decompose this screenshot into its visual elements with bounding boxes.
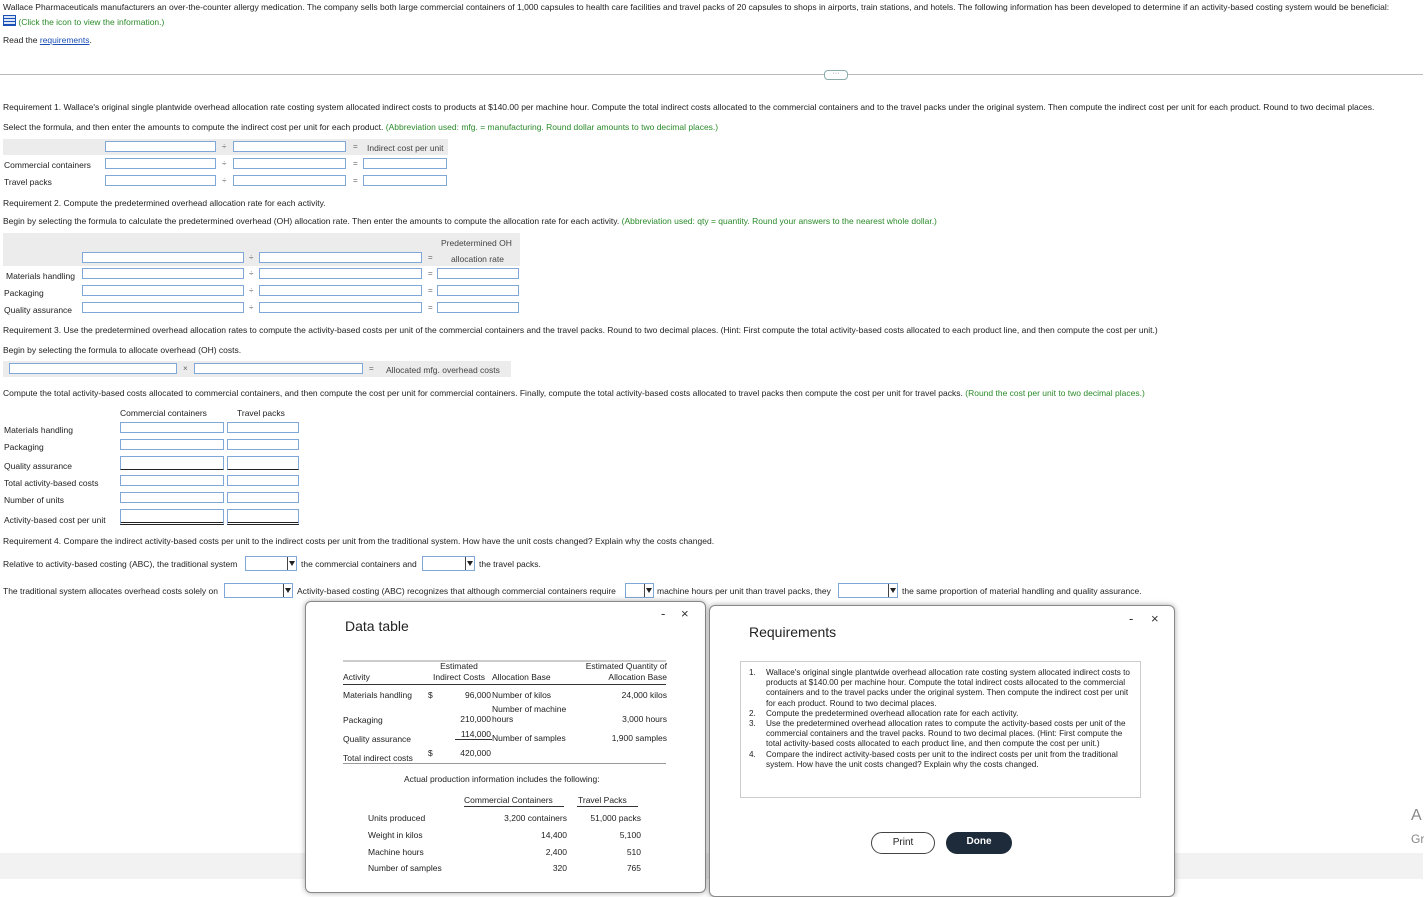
req1-result-header: Indirect cost per unit [367,143,444,153]
req4-select-1[interactable] [245,556,297,571]
req3-col-header: Commercial containers [120,408,207,418]
table-rule [343,763,666,764]
cell-base: Number of samples [492,733,566,743]
divide-op: ÷ [222,159,227,168]
req4-select-4[interactable] [625,583,654,598]
close-button[interactable]: × [681,606,689,621]
equals-op: = [428,286,433,295]
expand-handle[interactable]: ··· [824,70,848,80]
req2-mh-field-2[interactable] [259,268,422,279]
chevron-down-icon[interactable] [888,584,897,597]
cell-travel: 51,000 packs [590,813,641,823]
req2-mh-field-1[interactable] [82,268,244,279]
divide-op: ÷ [249,286,254,295]
divide-op: ÷ [222,176,227,185]
req3-formula-field-2[interactable] [194,363,363,374]
req2-row-label: Materials handling [6,271,75,281]
read-prefix: Read the [3,35,40,45]
req3-cc-cost-per-unit[interactable] [120,509,224,525]
req3-tp-total[interactable] [227,475,299,486]
req3-col-header: Travel packs [237,408,285,418]
click-info-text[interactable]: (Click the icon to view the information.) [18,17,165,27]
requirements-window [709,605,1175,897]
req1-formula-field-1[interactable] [105,141,216,152]
divider [0,74,1423,75]
req3-cc-mh[interactable] [120,422,224,433]
data-table-window [305,601,706,893]
req3-tp-units[interactable] [227,492,299,503]
equals-op: = [369,364,374,373]
divide-op: ÷ [222,142,227,151]
list-item: 1. Wallace's original single plantwide overhead allocation rate costing system allocated indirect costs to products at $140.00 per machine hour. Compute the total indirect costs allocated to the commercial containers and to the travel packs under the original system. Then compute the indirect cost per unit for each product. Round to two decimal places. [749,668,1134,709]
req1-cc-field-1[interactable] [105,158,216,169]
req2-instr: Begin by selecting the formula to calculate the predetermined overhead (OH) allocation rate. Then enter the amounts to compute the allocation rate for each activity. [3,216,620,226]
req3-row-label: Quality assurance [4,461,73,471]
total-dollar: $ [428,748,433,758]
req2-title: Requirement 2. Compute the predetermined overhead allocation rate for each activity. [3,198,326,208]
req2-qa-field-1[interactable] [82,302,244,313]
req3-cc-qa[interactable] [120,456,224,470]
th-commercial: Commercial Containers [464,795,553,805]
cell-activity: Packaging [343,715,383,725]
read-suffix: . [89,35,92,45]
edge-text: A [1411,807,1422,824]
req3-formula-field-1[interactable] [9,363,177,374]
chevron-down-icon[interactable] [644,584,653,597]
req3-cc-pk[interactable] [120,439,224,450]
chevron-down-icon[interactable] [283,584,292,597]
req3-row-label: Activity-based cost per unit [4,515,106,525]
cell-commercial: 3,200 containers [504,813,567,823]
requirement-item: Compute the predetermined overhead allocation rate for each activity. [766,708,1019,718]
req1-tp-field-1[interactable] [105,175,216,186]
total-label: Total indirect costs [343,753,413,763]
req1-cc-field-2[interactable] [233,158,346,169]
req1-instruction [3,122,718,132]
req4-text: machine hours per unit than travel packs, they [657,586,831,596]
chevron-down-icon[interactable] [465,557,474,570]
req1-tp-field-2[interactable] [233,175,346,186]
read-requirements [3,35,92,45]
req1-cc-result[interactable] [363,158,447,169]
cell-commercial: 2,400 [545,847,567,857]
req1-tp-result[interactable] [363,175,447,186]
req3-tp-cost-per-unit[interactable] [227,509,299,525]
req3-row-label: Number of units [4,495,64,505]
req3-compute-hint: (Round the cost per unit to two decimal places.) [965,388,1145,398]
req3-cc-total[interactable] [120,475,224,486]
req2-row-label: Quality assurance [4,305,73,315]
req3-tp-qa[interactable] [227,456,299,470]
req1-formula-field-2[interactable] [233,141,346,152]
requirements-title: Requirements [749,624,837,640]
total-value: 420,000 [460,748,491,758]
cell-travel: 765 [626,863,641,873]
req4-select-5[interactable] [838,583,898,598]
req2-result-header-1: Predetermined OH [441,238,512,248]
req3-instruction: Begin by selecting the formula to allocate overhead (OH) costs. [3,345,242,355]
divide-op: ÷ [249,269,254,278]
equals-op: = [353,176,358,185]
cell-dollar: $ [428,690,433,700]
requirements-link[interactable]: requirements [39,35,90,45]
equals-op: = [353,142,358,151]
row-label: Number of samples [368,863,442,873]
th-activity: Activity [343,672,370,682]
intro-text: Wallace Pharmaceuticals manufacturers an over-the-counter allergy medication. The company sells both large commercial containers of 1,000 capsules to health care facilities and travel packs of 20 capsules to shops in airports, train stations, and hotels. The following information has been developed to determine if an activity-based costing system would be beneficial: [3,2,1390,12]
cell-base: Number of machine hours [492,704,567,724]
th-base: Allocation Base [492,672,551,682]
req4-text: Activity-based costing (ABC) recognizes that although commercial containers require [297,586,616,596]
req3-formula-result: Allocated mfg. overhead costs [386,365,500,375]
edge-text: Gr [1411,832,1424,846]
table-row [343,690,412,700]
data-table-title: Data table [345,618,409,634]
req3-row-label: Materials handling [4,425,73,435]
req1-instr: Select the formula, and then enter the amounts to compute the indirect cost per unit for each product. [3,122,384,132]
req2-mh-result[interactable] [437,268,519,279]
header-rule [577,806,638,807]
req2-instruction [3,216,937,226]
requirements-list [740,661,1141,798]
req3-tp-mh[interactable] [227,422,299,433]
req3-row-label: Total activity-based costs [4,478,99,488]
req1-row-label: Commercial containers [4,160,91,170]
req3-compute: Compute the total activity-based costs allocated to commercial containers, and then compute the cost per unit for commercial containers. Finally, compute the total activity-based costs allocated to travel packs then compute the cost per unit for travel packs. [3,388,963,398]
requirement-item: Wallace's original single plantwide overhead allocation rate costing system allocated indirect costs to products at $140.00 per machine hour. Compute the total indirect costs allocated to the commercial containers and to the travel packs under the original system. Then compute the indirect cost per unit for each product. Round to two decimal places. [766,668,1130,708]
list-item: 4. Compare the indirect activity-based costs per unit to the indirect costs per unit from the traditional system. How have the unit costs changed? Explain why the costs changed. [749,750,1134,770]
equals-op: = [428,303,433,312]
req1-text: Requirement 1. Wallace's original single plantwide overhead allocation rate costing system allocated indirect costs to products at $140.00 per machine hour. Compute the total indirect costs allocated to the commercial containers and to the travel packs under the original system. Then compute the indirect cost per unit for each product. Round to two decimal places. [3,102,1375,112]
divide-op: ÷ [249,253,254,262]
chevron-down-icon[interactable] [287,557,296,570]
req1-row-label: Travel packs [4,177,52,187]
cell-qty: 3,000 hours [622,714,667,724]
cell-cost: 96,000 [465,690,491,700]
minimize-button[interactable]: - [1129,611,1134,626]
requirement-item: Compare the indirect activity-based costs per unit to the indirect costs per unit from the traditional system. How have the unit costs changed? Explain why the costs changed. [766,749,1118,769]
cell-commercial: 14,400 [541,830,567,840]
cell-activity: Materials handling [343,690,412,700]
req3-row-label: Packaging [4,442,44,452]
cell-cost: 210,000 [460,714,491,724]
cell-cost: 114,000 [460,729,491,739]
print-button[interactable]: Print [871,832,935,854]
equals-op: = [428,253,433,262]
minimize-button[interactable]: - [661,606,666,621]
req2-row-label: Packaging [4,288,44,298]
row-label: Machine hours [368,847,424,857]
req4-text: the same proportion of material handling and quality assurance. [902,586,1142,596]
multiply-op: × [183,364,188,373]
list-item: 3. Use the predetermined overhead allocation rates to compute the activity-based costs per unit of the commercial containers and the travel packs. Round to two decimal places. (Hint: First compute the total activity-based costs allocated to each product line, and then compute the cost per unit.) [749,719,1134,750]
th-travel: Travel Packs [578,795,627,805]
cell-activity: Quality assurance [343,734,412,744]
cell-travel: 510 [626,847,641,857]
cell-commercial: 320 [552,863,567,873]
req1-hint: (Abbreviation used: mfg. = manufacturing. Round dollar amounts to two decimal places.) [385,122,719,132]
cell-base: Number of kilos [492,690,552,700]
divide-op: ÷ [249,303,254,312]
subtotal-rule [455,739,492,740]
req2-formula-field-2[interactable] [259,252,422,263]
done-button[interactable]: Done [946,832,1012,854]
equals-op: = [428,269,433,278]
req3-cc-units[interactable] [120,492,224,503]
req3-tp-pk[interactable] [227,439,299,450]
th-qty: Estimated Quantity of Allocation Base [585,661,667,682]
header-rule [464,806,564,807]
th-cost: Estimated Indirect Costs [433,661,485,682]
req4-text: the travel packs. [479,559,541,569]
req2-pk-result[interactable] [437,285,519,296]
table-icon[interactable] [3,15,16,26]
req4-text: Relative to activity-based costing (ABC), the traditional system [3,559,238,569]
header-rule [343,684,666,685]
info-link-row[interactable] [3,15,164,27]
req2-pk-field-2[interactable] [259,285,422,296]
req3-compute-instruction [3,388,1145,398]
equals-op: = [353,159,358,168]
req4-title: Requirement 4. Compare the indirect activity-based costs per unit to the indirect costs per unit from the traditional system. How have the unit costs changed? Explain why the costs changed. [3,536,715,546]
cell-qty: 1,900 samples [611,733,667,743]
cell-qty: 24,000 kilos [621,690,667,700]
actual-intro: Actual production information includes the following: [404,774,600,784]
req4-text: The traditional system allocates overhead costs solely on [3,586,218,596]
req4-select-3[interactable] [224,583,293,598]
req2-qa-result[interactable] [437,302,519,313]
req2-result-header-2: allocation rate [451,254,504,264]
req4-select-2[interactable] [422,556,475,571]
cell-travel: 5,100 [619,830,641,840]
req2-qa-field-2[interactable] [259,302,422,313]
list-item: 2. Compute the predetermined overhead allocation rate for each activity. [749,708,1019,718]
req3-text: Requirement 3. Use the predetermined overhead allocation rates to compute the activity-based costs per unit of the commercial containers and the travel packs. Round to two decimal places. (Hint: First compute the total activity-based costs allocated to each product line, and then compute the cost per unit.) [3,325,1158,335]
row-label: Units produced [368,813,426,823]
row-label: Weight in kilos [368,830,423,840]
req2-hint: (Abbreviation used: qty = quantity. Round your answers to the nearest whole dollar.) [621,216,937,226]
close-button[interactable]: × [1151,611,1159,626]
requirements-items [749,668,1134,770]
req2-formula-field-1[interactable] [82,252,244,263]
req2-pk-field-1[interactable] [82,285,244,296]
requirement-item: Use the predetermined overhead allocation rates to compute the activity-based costs per unit of the commercial containers and the travel packs. Round to two decimal places. (Hint: First compute the total activity-based costs allocated to each product line, and then compute the cost per unit.) [766,719,1126,749]
req4-text: the commercial containers and [301,559,417,569]
